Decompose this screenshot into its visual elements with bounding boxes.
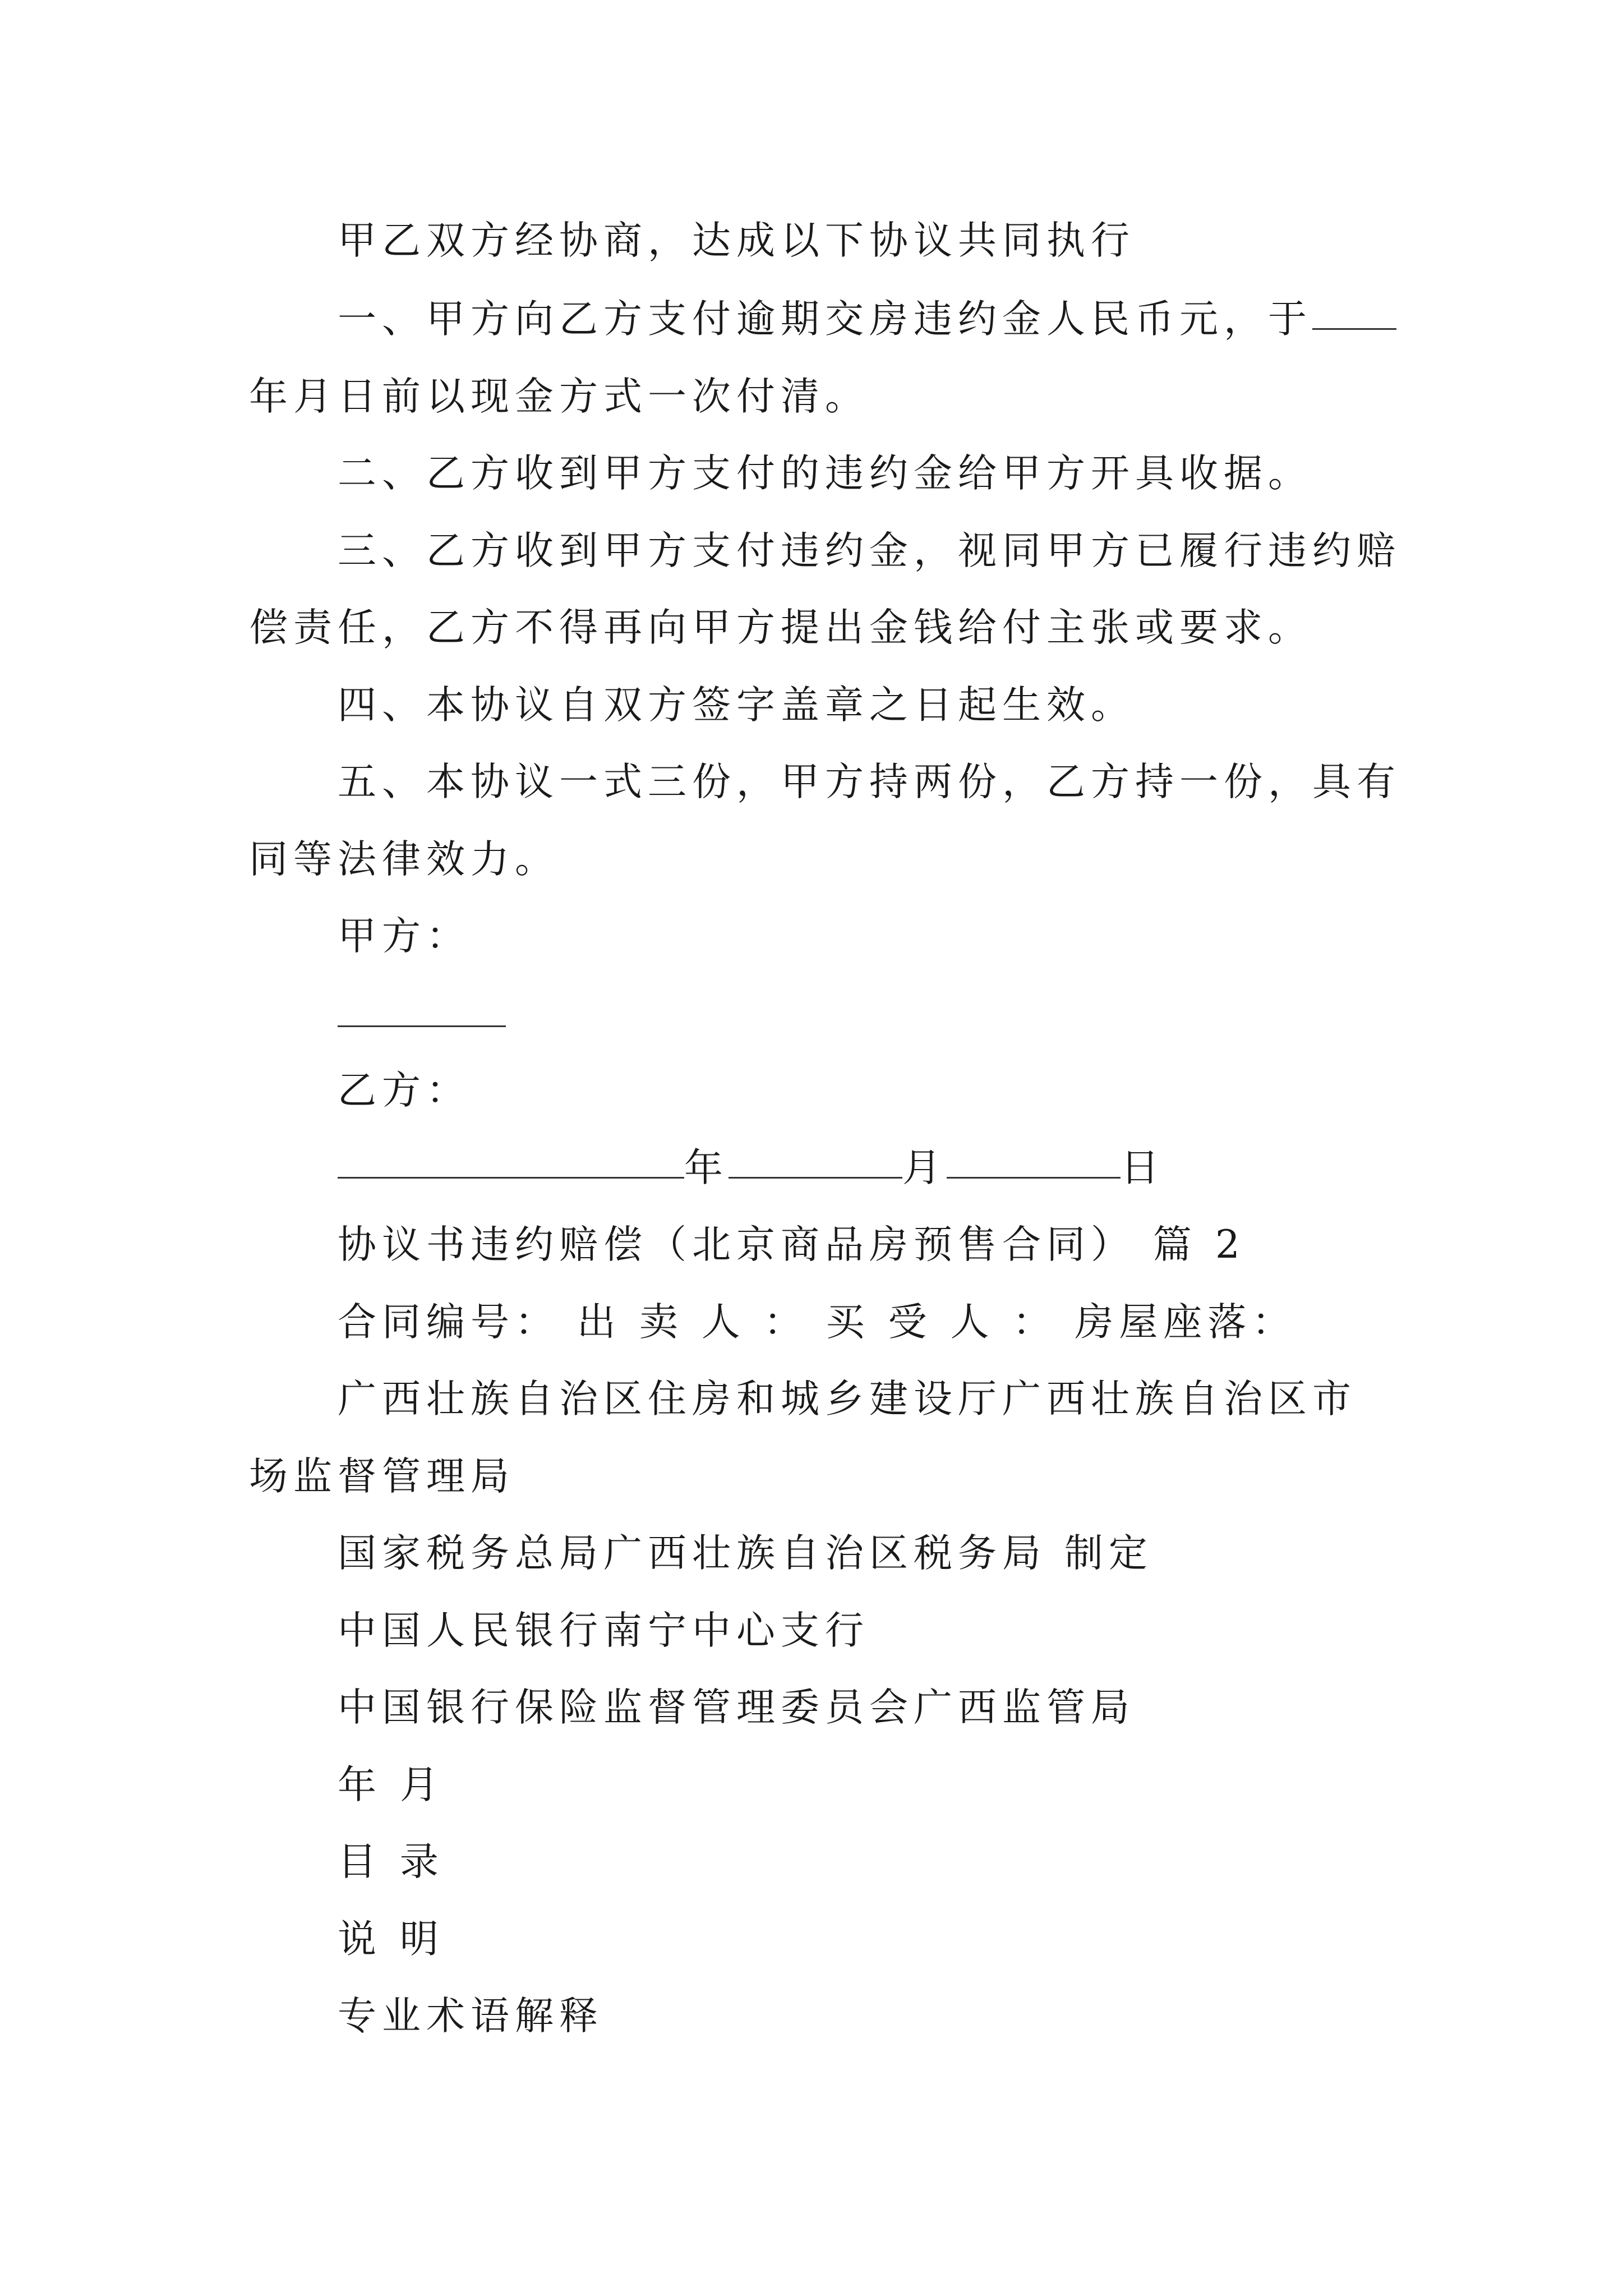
- item-5-line-2: 同等法律效力。: [249, 837, 559, 882]
- date-day-label: 日: [1121, 1145, 1165, 1190]
- date-line: [338, 1145, 1165, 1190]
- org-1-line-2: 场监督管理局: [249, 1454, 515, 1499]
- item-5-line-1: 五、本协议一式三份，甲方持两份，乙方持一份，具有: [338, 760, 1401, 804]
- org-3-line: 中国人民银行南宁中心支行: [338, 1608, 869, 1653]
- section-title: 协议书违约赔偿（北京商品房预售合同） 篇 2: [338, 1222, 1246, 1267]
- party-b-label: 乙方：: [338, 1068, 471, 1113]
- explain-heading: 说 明: [338, 1917, 444, 1962]
- terms-heading: 专业术语解释: [338, 1994, 603, 2039]
- toc-heading: 目 录: [338, 1839, 444, 1884]
- item-2-line: 二、乙方收到甲方支付的违约金给甲方开具收据。: [338, 451, 1312, 496]
- org-1-line-1: 广西壮族自治区住房和城乡建设厅广西壮族自治区市: [338, 1377, 1357, 1421]
- party-a-signature-blank: [338, 1025, 506, 1027]
- year-month-line: 年 月: [338, 1763, 444, 1807]
- party-a-label: 甲方：: [338, 914, 471, 959]
- org-2-line: 国家税务总局广西壮族自治区税务局 制定: [338, 1531, 1153, 1576]
- date-month-label: 月: [902, 1145, 947, 1190]
- contract-fields-line: 合同编号： 出 卖 人 ： 买 受 人 ： 房屋座落：: [338, 1300, 1297, 1345]
- item-3-line-1: 三、乙方收到甲方支付违约金，视同甲方已履行违约赔: [338, 528, 1401, 573]
- day-blank: [947, 1177, 1121, 1179]
- item-4-line: 四、本协议自双方签字盖章之日起生效。: [338, 683, 1135, 728]
- intro-line: 甲乙双方经协商，达成以下协议共同执行: [338, 218, 1135, 263]
- amount-date-blank: [1312, 328, 1396, 330]
- month-blank: [728, 1177, 902, 1179]
- item-1-text: 一、甲方向乙方支付逾期交房违约金人民币元，于: [338, 297, 1312, 342]
- item-1-line-1: [338, 297, 1396, 342]
- date-year-label: 年: [684, 1145, 728, 1190]
- org-4-line: 中国银行保险监督管理委员会广西监管局: [338, 1685, 1135, 1730]
- year-blank: [338, 1177, 684, 1179]
- item-3-line-2: 偿责任，乙方不得再向甲方提出金钱给付主张或要求。: [249, 605, 1312, 650]
- item-1-line-2: 年月日前以现金方式一次付清。: [249, 374, 869, 419]
